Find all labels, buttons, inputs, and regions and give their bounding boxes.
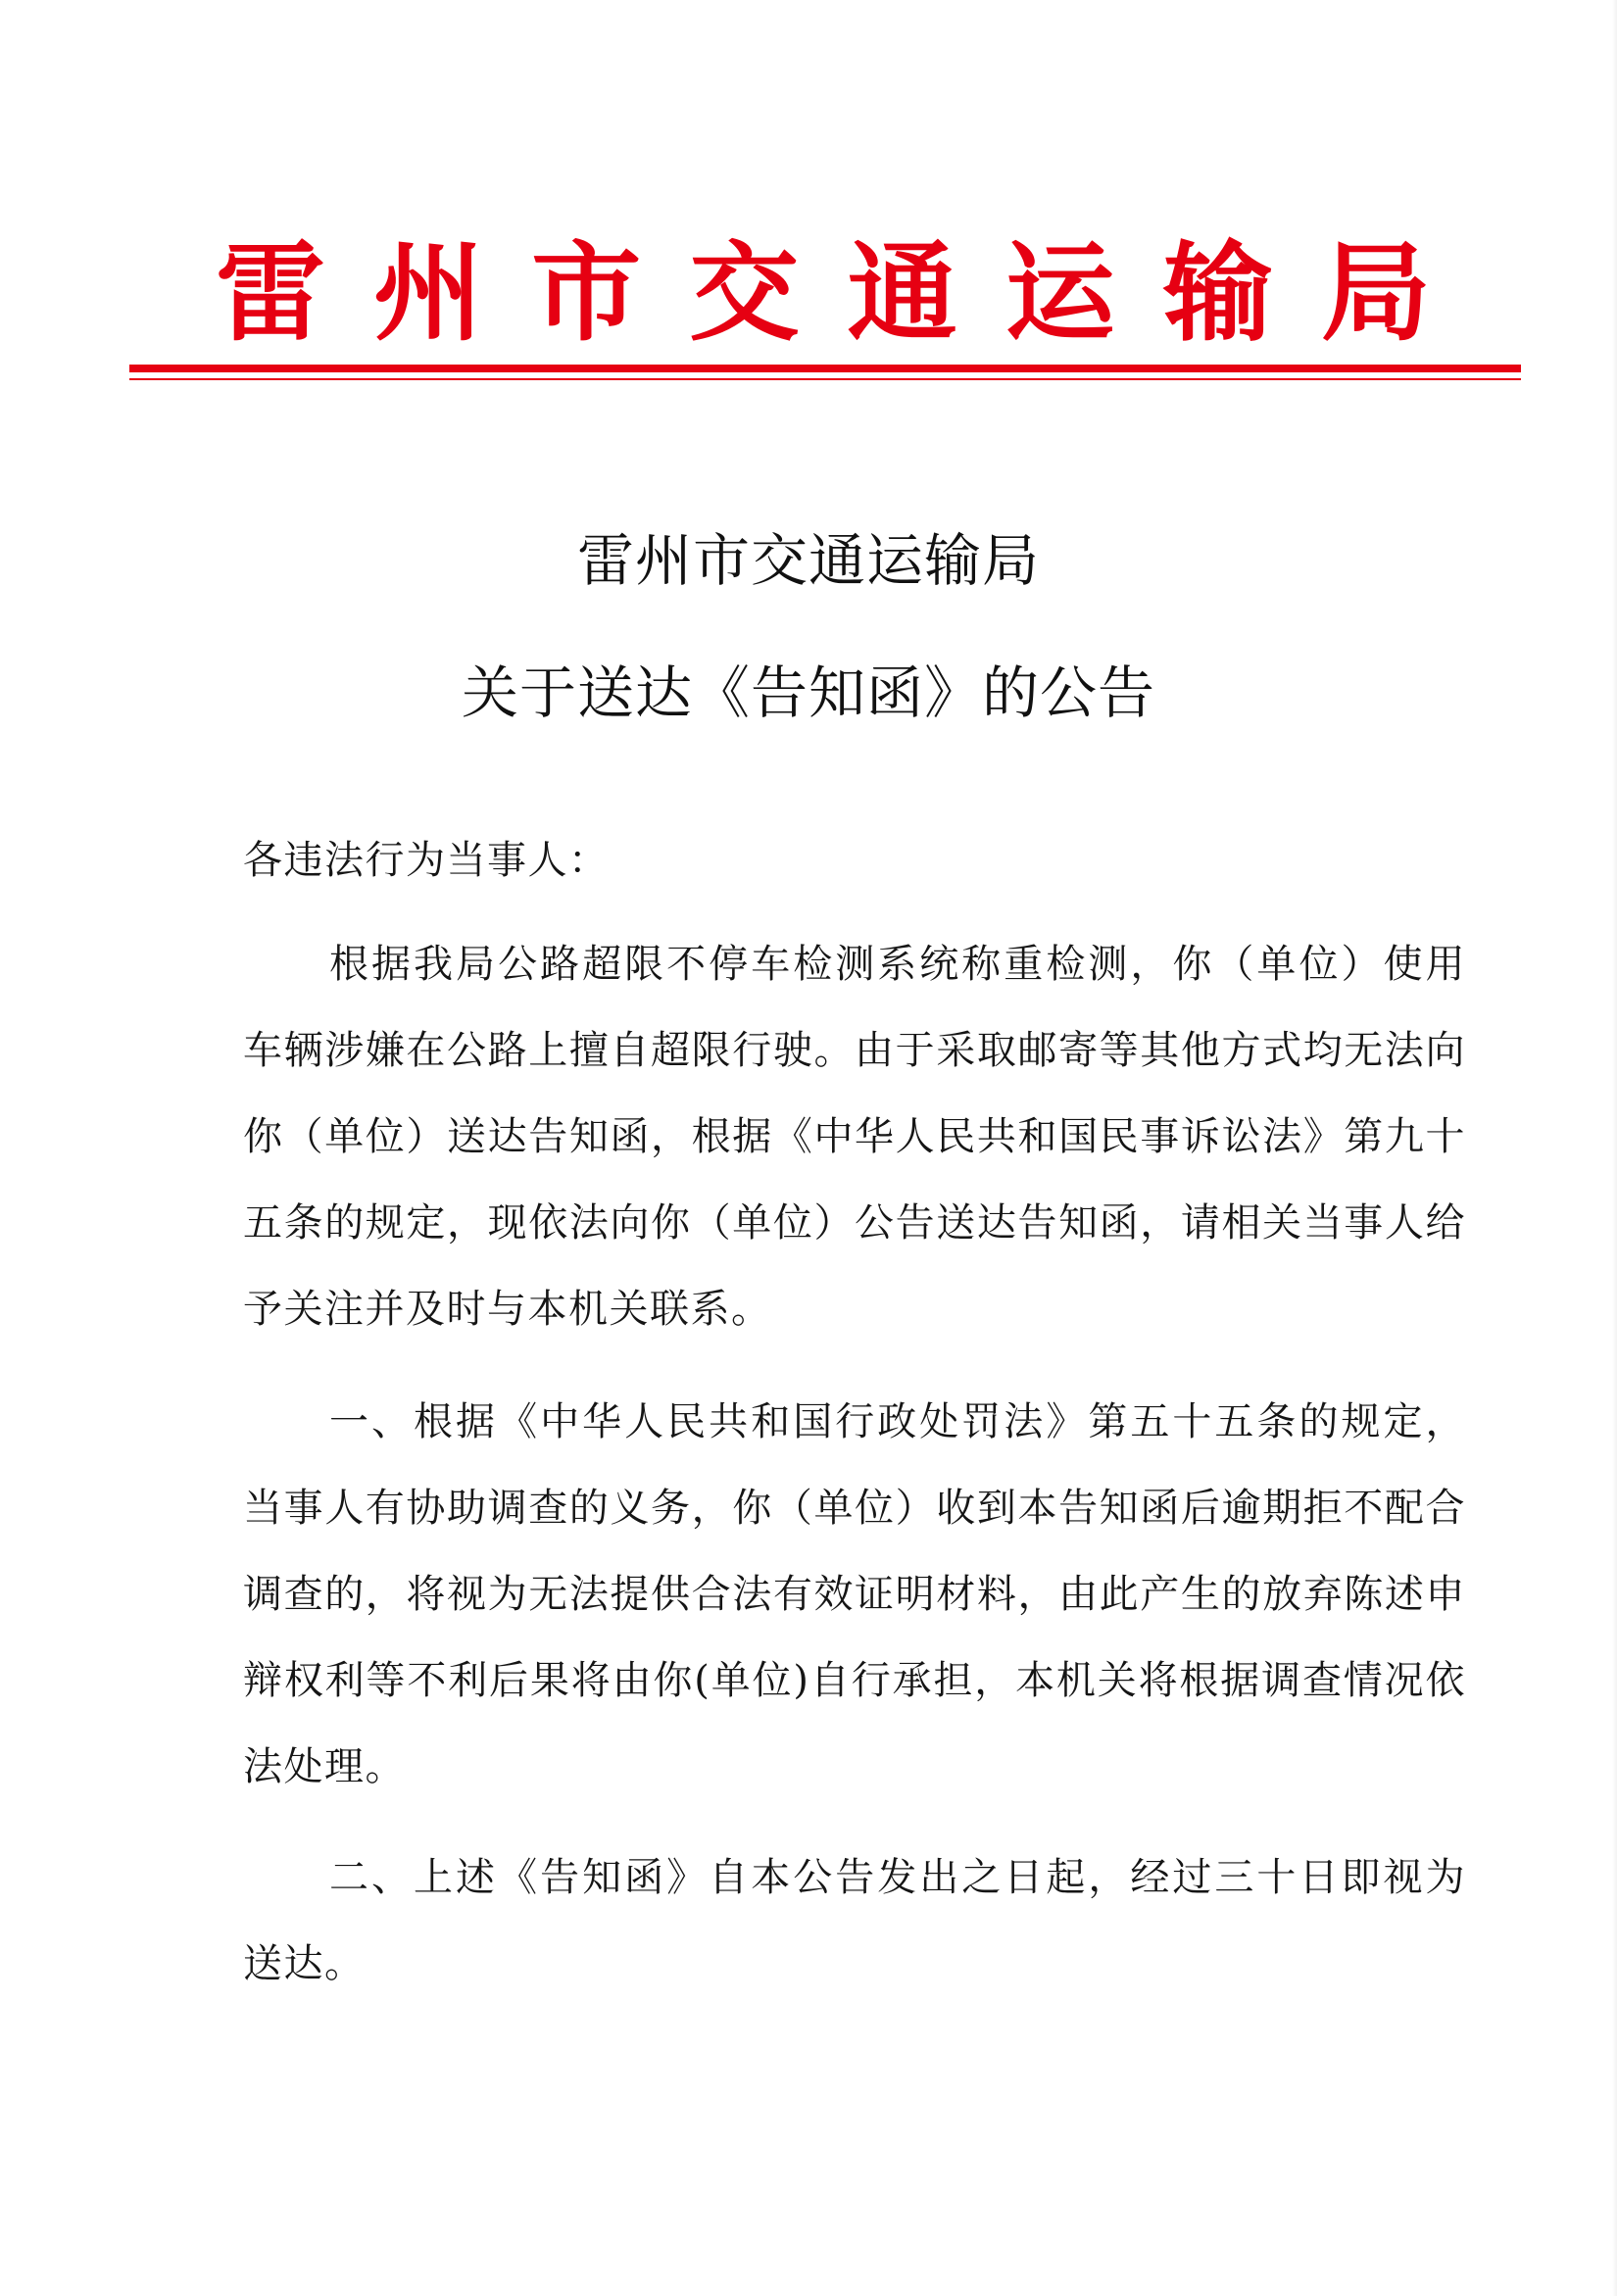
notice-paragraph-1: 根据我局公路超限不停车检测系统称重检测，你（单位）使用车辆涉嫌在公路上擅自超限行驶。由于采取邮寄等其他方式均无法向你（单位）送达告知函，根据《中华人民共和国民事诉讼法》第九十五条的规定，现依法向你（单位）公告送达告知函，请相关当事人给予关注并及时与本机关联系。 xyxy=(243,942,1466,1332)
letterhead-character: 市 xyxy=(531,230,642,357)
letterhead-character: 输 xyxy=(1162,230,1273,357)
letterhead-character: 局 xyxy=(1320,230,1431,357)
letterhead-character: 运 xyxy=(1004,230,1115,357)
notice-paragraph-3: 二、上述《告知函》自本公告发出之日起，经过三十日即视为送达。 xyxy=(243,1855,1466,1986)
notice-title-line-1: 雷州市交通运输局 xyxy=(576,526,1040,594)
notice-title-line-2: 关于送达《告知函》的公告 xyxy=(461,659,1155,727)
letterhead-character: 通 xyxy=(847,230,957,357)
salutation: 各违法行为当事人： xyxy=(243,838,610,883)
letterhead-title xyxy=(216,220,1431,367)
letterhead-thin-red-rule xyxy=(129,378,1521,380)
letterhead-character: 交 xyxy=(689,230,800,357)
scan-edge-shadow xyxy=(1612,0,1617,2296)
notice-paragraph-2: 一、根据《中华人民共和国行政处罚法》第五十五条的规定，当事人有协助调查的义务，你（单位）收到本告知函后逾期拒不配合调查的，将视为无法提供合法有效证明材料，由此产生的放弃陈述申辩权利等不利后果将由你(单位)自行承担，本机关将根据调查情况依法处理。 xyxy=(243,1399,1466,1789)
letterhead-character: 州 xyxy=(373,230,484,357)
letterhead-red-rule xyxy=(129,365,1521,372)
letterhead-character: 雷 xyxy=(216,230,325,357)
